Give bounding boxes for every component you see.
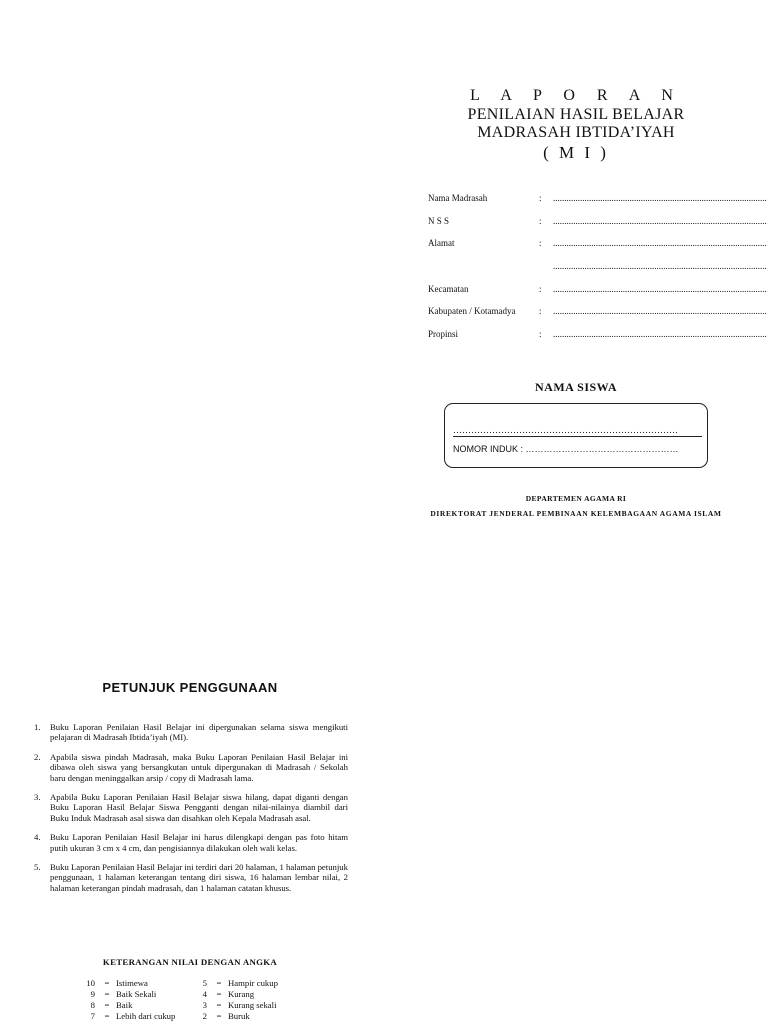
- form-colon: :: [539, 238, 542, 248]
- instruction-text: Buku Laporan Penilaian Hasil Belajar ini harus dilengkapi dengan pas foto hitam putih ukuran 3 cm x 4 cm, dan pengisiannya dilakukan oleh wali kelas.: [50, 832, 348, 853]
- form-row-kabupaten: [428, 303, 767, 319]
- form-colon: :: [539, 329, 542, 339]
- grade-description: Kurang sekali: [228, 1000, 277, 1010]
- grade-number: 2: [202, 1011, 207, 1021]
- grade-number: 8: [90, 1000, 95, 1010]
- form-label: Propinsi: [428, 329, 459, 339]
- grade-description: Buruk: [228, 1011, 250, 1021]
- title-line-laporan: L A P O R A N: [470, 87, 682, 104]
- student-name-heading: NAMA SISWA: [534, 380, 617, 394]
- form-fill-line: ...............................................................................................: [553, 284, 767, 294]
- grade-legend-row: [80, 1011, 304, 1022]
- form-row-propinsi: [428, 326, 767, 342]
- title-line-penilaian: PENILAIAN HASIL BELAJAR: [467, 106, 685, 123]
- equals-sign: =: [104, 1011, 110, 1021]
- report-title: [420, 86, 732, 164]
- grade-number: 9: [90, 989, 95, 999]
- grade-number: 7: [90, 1011, 95, 1021]
- form-label: N S S: [428, 216, 450, 226]
- instruction-text: Buku Laporan Penilaian Hasil Belajar ini dipergunakan selama siswa mengikuti pelajaran di Madrasah Ibtida’iyah (MI).: [50, 722, 348, 743]
- form-fill-line: ...............................................................................................: [553, 306, 767, 316]
- form-row-alamat-continued: [428, 258, 767, 274]
- form-fill-line: ...............................................................................................: [553, 261, 767, 271]
- instruction-number: 2.: [34, 751, 41, 762]
- department-name: DEPARTEMEN AGAMA RI: [525, 494, 627, 503]
- equals-sign: =: [216, 1011, 222, 1021]
- form-fill-line: ...............................................................................................: [553, 238, 767, 248]
- instruction-item: [34, 792, 348, 823]
- equals-sign: =: [104, 978, 110, 988]
- grade-legend-row: [80, 989, 304, 1000]
- grade-description: Kurang: [228, 989, 255, 999]
- instruction-number: 5.: [34, 862, 41, 873]
- student-name-line: …………………………………………………………………: [453, 424, 702, 437]
- equals-sign: =: [216, 989, 222, 999]
- grade-number: 5: [202, 978, 207, 988]
- instructions-list: [34, 722, 348, 902]
- equals-sign: =: [104, 989, 110, 999]
- instruction-item: [34, 862, 348, 893]
- nomor-induk-line: NOMOR INDUK : ……………………………………………: [453, 444, 679, 454]
- student-name-box: [444, 403, 708, 468]
- grade-description: Lebih dari cukup: [116, 1011, 176, 1021]
- form-fill-line: ...............................................................................................: [553, 329, 767, 339]
- directorate-name: DIREKTORAT JENDERAL PEMBINAAN KELEMBAGAAN AGAMA ISLAM: [430, 509, 722, 518]
- grade-legend-heading: KETERANGAN NILAI DENGAN ANGKA: [102, 957, 278, 967]
- instructions-heading: PETUNJUK PENGGUNAAN: [102, 680, 278, 695]
- form-colon: :: [539, 193, 542, 203]
- instruction-text: Buku Laporan Penilaian Hasil Belajar ini terdiri dari 20 halaman, 1 halaman petunjuk penggunaan, 1 halaman keterangan tentang diri siswa, 16 halaman lembar nilai, 2 halaman keterangan pindah madrasah, dan 1 halaman catatan khusus.: [50, 862, 348, 893]
- grade-number: 3: [202, 1000, 207, 1010]
- instruction-item: [34, 722, 348, 743]
- grade-legend-row: [80, 978, 304, 989]
- form-colon: :: [539, 216, 542, 226]
- instruction-number: 3.: [34, 792, 41, 803]
- instruction-text: Apabila siswa pindah Madrasah, maka Buku Laporan Penilaian Hasil Belajar ini dibawa oleh siswa yang bersangkutan untuk dipergunakan di Madrasah / Sekolah baru dengan meninggalkan arsip / copy di Madrasah lama.: [50, 751, 348, 783]
- form-row-nss: [428, 213, 767, 229]
- form-fill-line: ...............................................................................................: [553, 216, 767, 226]
- instruction-number: 4.: [34, 832, 41, 843]
- grade-number: 4: [202, 989, 207, 999]
- grade-description: Baik: [116, 1000, 133, 1010]
- form-colon: :: [539, 306, 542, 316]
- grade-legend-row: [80, 1000, 304, 1011]
- title-line-mi: ( M I ): [543, 143, 609, 162]
- form-colon: :: [539, 284, 542, 294]
- instruction-item: [34, 832, 348, 853]
- grade-description: Hampir cukup: [228, 978, 278, 988]
- instruction-item: [34, 752, 348, 783]
- grade-description: Baik Sekali: [116, 989, 157, 999]
- grade-description: Istimewa: [116, 978, 148, 988]
- grade-number: 10: [86, 978, 95, 988]
- equals-sign: =: [216, 978, 222, 988]
- form-row-nama-madrasah: [428, 190, 767, 206]
- equals-sign: =: [104, 1000, 110, 1010]
- equals-sign: =: [216, 1000, 222, 1010]
- instruction-text: Apabila Buku Laporan Penilaian Hasil Belajar siswa hilang, dapat diganti dengan Buku Laporan Hasil Belajar Siswa Pengganti dengan nilai-nilainya diambil dari Buku Induk Madrasah asal siswa dan disahkan oleh Kepala Madrasah asal.: [50, 792, 348, 823]
- form-label: Alamat: [428, 238, 455, 248]
- form-label: Nama Madrasah: [428, 193, 488, 203]
- form-label: Kecamatan: [428, 284, 469, 294]
- instruction-number: 1.: [34, 722, 41, 732]
- form-row-alamat: [428, 235, 767, 251]
- title-line-madrasah: MADRASAH IBTIDA’IYAH: [477, 124, 675, 141]
- form-fill-line: ...............................................................................................: [553, 193, 767, 203]
- form-label: Kabupaten / Kotamadya: [428, 306, 516, 316]
- form-row-kecamatan: [428, 281, 767, 297]
- grade-legend-table: [80, 978, 304, 1022]
